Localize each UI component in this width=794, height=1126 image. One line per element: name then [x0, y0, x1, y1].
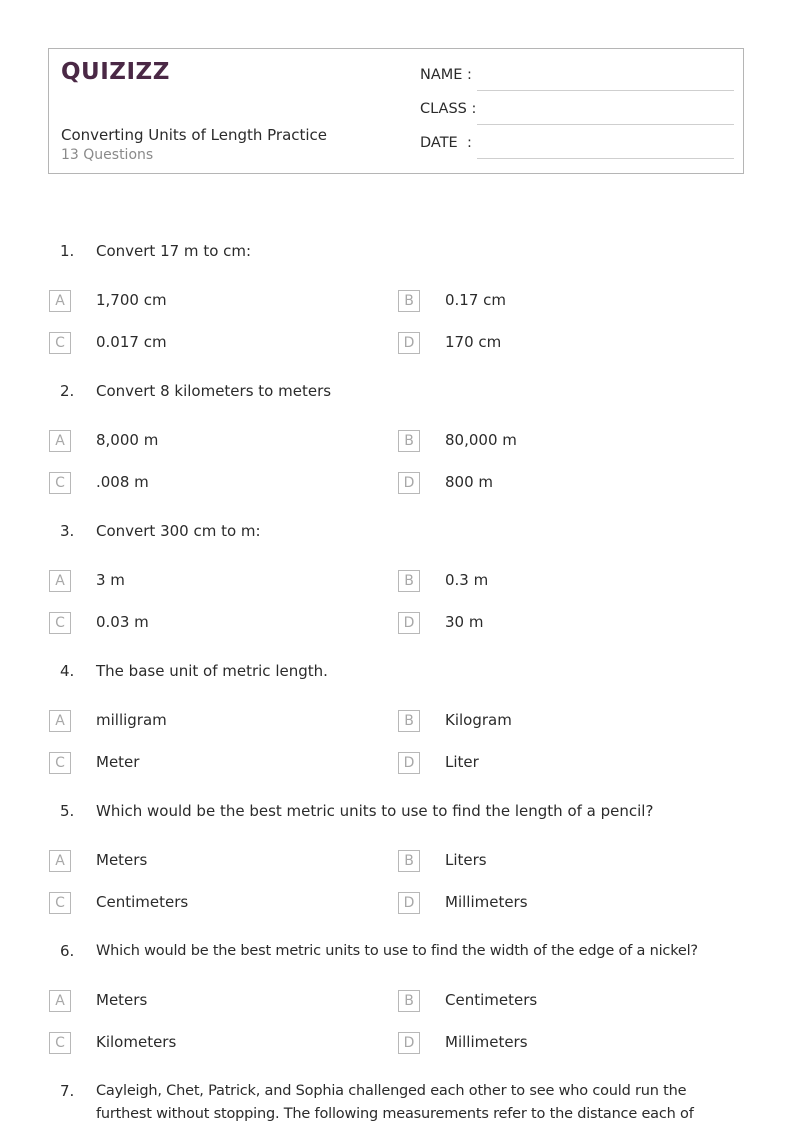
option-letter-box[interactable]: D [398, 1032, 420, 1054]
question-text: Cayleigh, Chet, Patrick, and Sophia challenged each other to see who could run the furthest without stopping. The following measurements refer to the distance each of [96, 1083, 694, 1122]
option-text: 30 m [445, 613, 484, 631]
option-letter-box[interactable]: D [398, 472, 420, 494]
option-text: Liters [445, 851, 487, 869]
question-text: Convert 17 m to cm: [96, 242, 252, 260]
option-text: Meters [96, 851, 148, 869]
name-field[interactable] [420, 67, 734, 91]
option-text: 170 cm [445, 333, 502, 351]
option-letter-box[interactable]: B [398, 570, 420, 592]
question-count: 13 Questions [61, 147, 154, 163]
option-text: 0.17 cm [445, 291, 507, 309]
option-text: 0.3 m [445, 571, 489, 589]
option-letter-box[interactable]: C [49, 1032, 71, 1054]
option-text: 800 m [445, 473, 494, 491]
worksheet-title: Converting Units of Length Practice [61, 126, 328, 144]
option-letter-box[interactable]: D [398, 752, 420, 774]
option-text: Liter [445, 753, 479, 771]
question-number: 3. [60, 522, 75, 540]
option-text: 0.017 cm [96, 333, 167, 351]
option-letter-box[interactable]: C [49, 332, 71, 354]
option-letter-box[interactable]: D [398, 892, 420, 914]
class-line[interactable] [477, 124, 734, 125]
date-label: DATE : [420, 135, 472, 151]
option-letter-box[interactable]: B [398, 990, 420, 1012]
option-letter-box[interactable]: A [49, 710, 71, 732]
option-letter-box[interactable]: A [49, 850, 71, 872]
question-number: 7. [60, 1082, 75, 1100]
question-number: 1. [60, 242, 75, 260]
option-text: Millimeters [445, 1033, 528, 1051]
option-letter-box[interactable]: C [49, 752, 71, 774]
option-text: milligram [96, 711, 167, 729]
question-text: Convert 300 cm to m: [96, 522, 261, 540]
question-number: 4. [60, 662, 75, 680]
option-text: 1,700 cm [96, 291, 167, 309]
option-letter-box[interactable]: B [398, 850, 420, 872]
option-letter-box[interactable]: A [49, 990, 71, 1012]
option-text: .008 m [96, 473, 149, 491]
name-line[interactable] [477, 90, 734, 91]
question-number: 5. [60, 802, 75, 820]
option-text: 8,000 m [96, 431, 159, 449]
question-text: Convert 8 kilometers to meters [96, 382, 332, 400]
class-field[interactable] [420, 101, 734, 125]
option-letter-box[interactable]: C [49, 472, 71, 494]
option-letter-box[interactable]: B [398, 710, 420, 732]
option-letter-box[interactable]: B [398, 290, 420, 312]
option-text: Kilometers [96, 1033, 177, 1051]
option-text: Centimeters [445, 991, 538, 1009]
question-text: Which would be the best metric units to use to find the width of the edge of a nickel? [96, 943, 698, 959]
option-text: 0.03 m [96, 613, 149, 631]
option-letter-box[interactable]: A [49, 570, 71, 592]
option-text: Millimeters [445, 893, 528, 911]
question-number: 6. [60, 942, 75, 960]
quizizz-logo: QUIZIZZ [61, 59, 170, 85]
option-letter-box[interactable]: C [49, 892, 71, 914]
option-text: Meter [96, 753, 140, 771]
option-letter-box[interactable]: A [49, 290, 71, 312]
question-text: Which would be the best metric units to use to find the length of a pencil? [96, 802, 654, 820]
class-label: CLASS : [420, 101, 477, 117]
option-text: Kilogram [445, 711, 512, 729]
question-number: 2. [60, 382, 75, 400]
option-text: 3 m [96, 571, 125, 589]
option-text: 80,000 m [445, 431, 517, 449]
date-field[interactable] [420, 135, 734, 159]
question-text: The base unit of metric length. [96, 662, 328, 680]
option-letter-box[interactable]: D [398, 612, 420, 634]
option-letter-box[interactable]: A [49, 430, 71, 452]
option-letter-box[interactable]: B [398, 430, 420, 452]
option-text: Meters [96, 991, 148, 1009]
worksheet-header [48, 48, 744, 174]
option-letter-box[interactable]: C [49, 612, 71, 634]
date-line[interactable] [477, 158, 734, 159]
name-label: NAME : [420, 67, 472, 83]
option-text: Centimeters [96, 893, 189, 911]
option-letter-box[interactable]: D [398, 332, 420, 354]
